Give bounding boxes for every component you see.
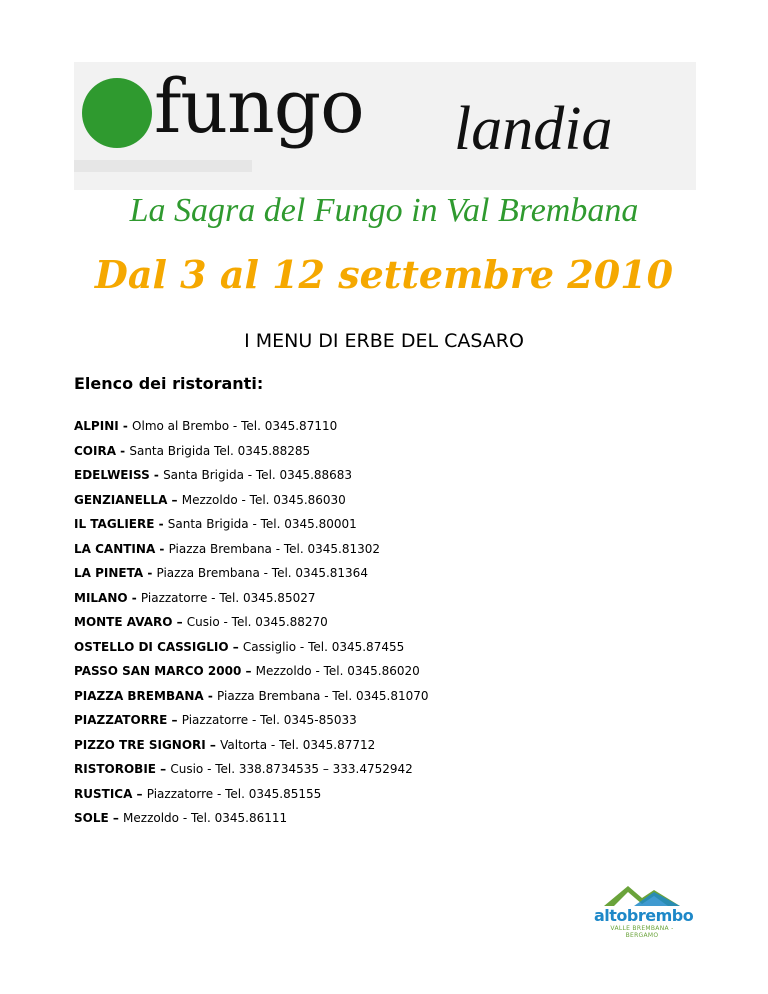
event-dates: Dal 3 al 12 settembre 2010 — [94, 252, 674, 297]
restaurant-item — [74, 761, 714, 786]
restaurant-detail: Piazzatorre - Tel. 0345.85155 — [146, 786, 322, 801]
badge-subtitle: VALLE BREMBANA - BERGAMO — [610, 925, 674, 939]
logo-word-fungo: fungo — [154, 64, 364, 150]
restaurant-name: OSTELLO DI CASSIGLIO – — [74, 639, 243, 654]
logo-shadow — [74, 160, 252, 172]
restaurant-name: GENZIANELLA – — [74, 492, 182, 507]
restaurant-name: ALPINI - — [74, 419, 133, 433]
restaurant-item — [74, 786, 714, 811]
restaurant-name: COIRA - — [74, 443, 130, 458]
restaurant-item — [74, 737, 714, 762]
restaurant-detail: Santa Brigida - Tel. 0345.80001 — [167, 517, 357, 531]
restaurant-item — [74, 590, 714, 615]
restaurant-name: MONTE AVARO – — [74, 615, 187, 629]
mushroom-cap-icon — [82, 78, 152, 148]
restaurant-item — [74, 810, 714, 835]
restaurant-name: SOLE – — [74, 811, 124, 825]
list-title: Elenco dei ristoranti: — [74, 374, 264, 393]
restaurant-item — [74, 467, 714, 492]
restaurant-detail: Mezzoldo - Tel. 0345.86111 — [123, 811, 288, 825]
restaurant-list — [74, 418, 714, 835]
section-title: I MENU DI ERBE DEL CASARO — [244, 330, 524, 352]
restaurant-detail: Olmo al Brembo - Tel. 0345.87110 — [132, 419, 338, 433]
logo-word-landia: landia — [454, 95, 613, 163]
restaurant-detail: Mezzoldo - Tel. 0345.86020 — [255, 664, 420, 678]
restaurant-detail: Piazza Brembana - Tel. 0345.81302 — [168, 541, 381, 556]
restaurant-detail: Piazzatorre - Tel. 0345.85027 — [140, 590, 316, 605]
restaurant-item — [74, 565, 714, 590]
restaurant-detail: Santa Brigida - Tel. 0345.88683 — [163, 468, 353, 482]
restaurant-name: IL TAGLIERE - — [74, 517, 168, 531]
restaurant-item — [74, 492, 714, 517]
restaurant-detail: Cassiglio - Tel. 0345.87455 — [242, 639, 405, 654]
restaurant-name: LA CANTINA - — [74, 541, 169, 556]
badge-name: altobrembo — [594, 906, 694, 925]
restaurant-detail: Valtorta - Tel. 0345.87712 — [220, 737, 376, 752]
restaurant-detail: Piazzatorre - Tel. 0345-85033 — [181, 713, 357, 727]
restaurant-name: PIAZZA BREMBANA - — [74, 688, 218, 703]
restaurant-name: PASSO SAN MARCO 2000 – — [74, 664, 256, 678]
restaurant-name: EDELWEISS - — [74, 468, 164, 482]
restaurant-name: PIZZO TRE SIGNORI – — [74, 737, 221, 752]
restaurant-name: RUSTICA – — [74, 786, 147, 801]
restaurant-name: MILANO - — [74, 590, 141, 605]
restaurant-item — [74, 688, 714, 713]
restaurant-detail: Santa Brigida Tel. 0345.88285 — [129, 443, 311, 458]
restaurant-name: PIAZZATORRE – — [74, 713, 182, 727]
restaurant-detail: Mezzoldo - Tel. 0345.86030 — [181, 492, 346, 507]
restaurant-item — [74, 418, 714, 443]
restaurant-item — [74, 663, 714, 688]
restaurant-item — [74, 639, 714, 664]
restaurant-detail: Piazza Brembana - Tel. 0345.81364 — [156, 566, 368, 580]
restaurant-detail: Cusio - Tel. 0345.88270 — [186, 615, 328, 629]
restaurant-item — [74, 541, 714, 566]
restaurant-item — [74, 516, 714, 541]
altobrembo-logo — [594, 882, 694, 939]
restaurant-name: LA PINETA - — [74, 566, 157, 580]
restaurant-item — [74, 712, 714, 737]
restaurant-detail: Piazza Brembana - Tel. 0345.81070 — [217, 688, 429, 703]
fungolandia-logo — [74, 62, 696, 190]
restaurant-detail: Cusio - Tel. 338.8734535 – 333.4752942 — [170, 762, 413, 776]
restaurant-item — [74, 443, 714, 468]
restaurant-name: RISTOROBIE – — [74, 762, 171, 776]
restaurant-item — [74, 614, 714, 639]
event-subtitle: La Sagra del Fungo in Val Brembana — [129, 192, 639, 229]
